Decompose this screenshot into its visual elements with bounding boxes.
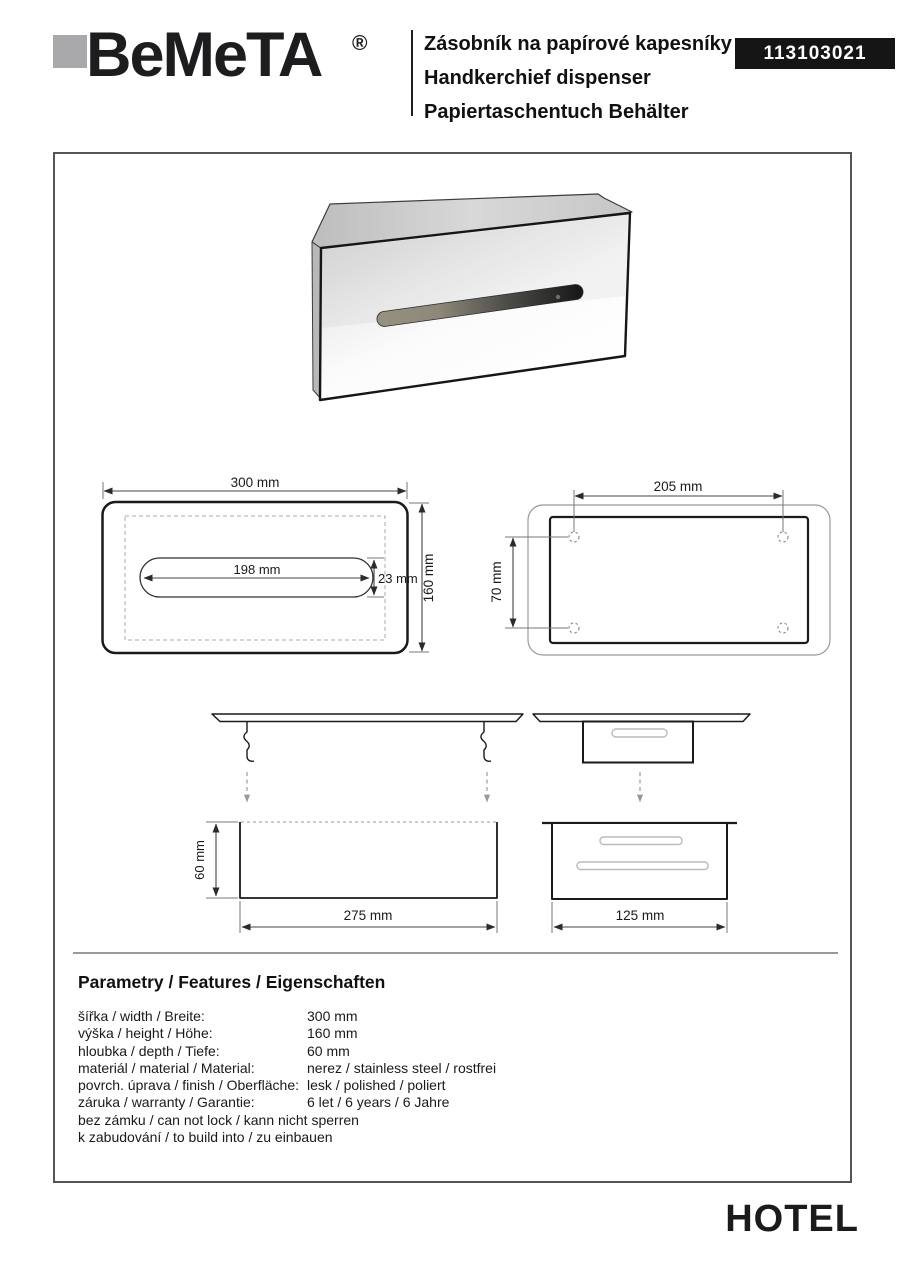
product-title-cs: Zásobník na papírové kapesníky [424, 33, 732, 55]
param-label: hloubka / depth / Tiefe: [78, 1042, 220, 1059]
product-title-de: Papiertaschentuch Behälter [424, 101, 689, 123]
param-row [78, 1112, 798, 1129]
dim-slot-height: 23 mm [378, 571, 418, 586]
product-photo [312, 194, 632, 400]
param-value: 60 mm [307, 1042, 350, 1059]
param-label: výška / height / Höhe: [78, 1025, 213, 1042]
collection-label: HOTEL [725, 1198, 859, 1240]
param-row [78, 1094, 798, 1111]
param-value: 6 let / 6 years / 6 Jahre [307, 1094, 450, 1111]
param-row [78, 1043, 798, 1060]
parameters-heading: Parametry / Features / Eigenschaften [78, 972, 386, 992]
brand-logo-text: BeMeTA [86, 20, 322, 90]
front-view-drawing [103, 475, 437, 653]
insert-body-drawing [192, 822, 497, 933]
param-value: lesk / polished / poliert [307, 1077, 446, 1094]
dim-front-height: 160 mm [421, 553, 436, 603]
dim-hole-spacing-h: 205 mm [653, 479, 703, 494]
flange-box-profile-drawing [533, 714, 750, 802]
param-row [78, 1008, 798, 1025]
dim-body-width: 275 mm [343, 908, 393, 923]
param-label: záruka / warranty / Garantie: [78, 1094, 255, 1111]
param-label: k zabudování / to build into / zu einbauen [78, 1129, 333, 1146]
flange-profile-drawing [212, 714, 523, 802]
registered-mark-icon: ® [352, 32, 368, 55]
insert-profile-drawing [542, 823, 737, 933]
param-value: 300 mm [307, 1008, 358, 1024]
product-code-badge: 113103021 [735, 38, 895, 69]
param-row [78, 1025, 798, 1042]
product-title-en: Handkerchief dispenser [424, 67, 651, 89]
param-row [78, 1060, 798, 1077]
param-label: povrch. úprava / finish / Oberfläche: [78, 1077, 299, 1094]
dim-body-depth: 60 mm [192, 840, 207, 880]
parameters-section [78, 1008, 798, 1146]
param-row [78, 1129, 798, 1146]
dim-profile-depth: 125 mm [615, 908, 665, 923]
param-row [78, 1077, 798, 1094]
param-value: 160 mm [307, 1025, 358, 1042]
clip-hook-left [244, 722, 254, 761]
photo-screw-dot [556, 295, 560, 299]
param-label: materiál / material / Material: [78, 1059, 255, 1076]
param-label: bez zámku / can not lock / kann nicht sperren [78, 1111, 359, 1128]
dim-front-width: 300 mm [230, 475, 280, 490]
param-value: nerez / stainless steel / rostfrei [307, 1059, 497, 1076]
dim-hole-spacing-v: 70 mm [489, 561, 504, 603]
rear-view-drawing [489, 479, 830, 655]
dim-slot-width: 198 mm [233, 562, 281, 577]
param-label: šířka / width / Breite: [78, 1008, 205, 1024]
clip-hook-right [481, 722, 491, 761]
